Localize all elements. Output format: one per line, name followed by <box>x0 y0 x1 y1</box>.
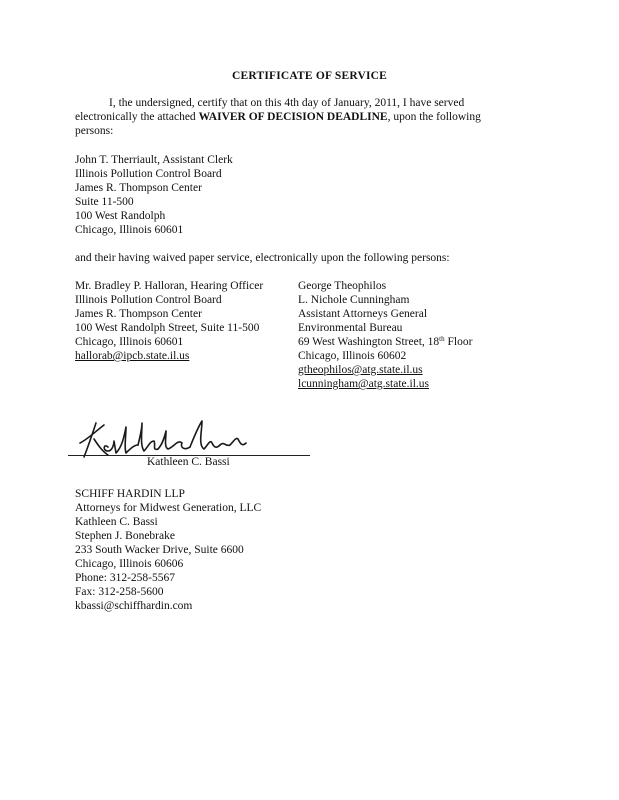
clerk-address-line: Illinois Pollution Control Board <box>75 168 222 180</box>
signer-name: Kathleen C. Bassi <box>147 456 230 468</box>
firm-line: 233 South Wacker Drive, Suite 6600 <box>75 544 244 556</box>
officer-address-line: Chicago, Illinois 60601 <box>75 336 184 348</box>
clerk-address-line: Chicago, Illinois 60601 <box>75 224 184 236</box>
ag-address-line: Environmental Bureau <box>298 322 403 334</box>
ag-email-link[interactable]: lcunningham@atg.state.il.us <box>298 378 429 390</box>
firm-line: Phone: 312-258-5567 <box>75 572 175 584</box>
ag-address-line: George Theophilos <box>298 280 387 292</box>
law-firm-block <box>75 487 261 613</box>
firm-email[interactable]: kbassi@schiffhardin.com <box>75 600 193 612</box>
clerk-address-line: James R. Thompson Center <box>75 182 202 194</box>
document-name: WAIVER OF DECISION DEADLINE <box>198 111 388 124</box>
firm-line: Kathleen C. Bassi <box>75 516 158 528</box>
officer-address-line: 100 West Randolph Street, Suite 11-500 <box>75 322 260 334</box>
clerk-address-line: Suite 11-500 <box>75 196 134 208</box>
firm-line: Chicago, Illinois 60606 <box>75 558 184 570</box>
document-title: CERTIFICATE OF SERVICE <box>231 70 388 82</box>
hearing-officer-address <box>75 279 263 363</box>
ag-city-line: Chicago, Illinois 60602 <box>298 350 407 362</box>
ag-street-suffix: Floor <box>444 336 473 348</box>
officer-address-line: Illinois Pollution Control Board <box>75 294 222 306</box>
ag-street-superscript: th <box>439 335 445 343</box>
firm-line: SCHIFF HARDIN LLP <box>75 488 185 500</box>
intro-text-2: , upon the following persons: <box>75 111 481 138</box>
firm-line: Stephen J. Bonebrake <box>75 530 175 542</box>
firm-line: Fax: 312-258-5600 <box>75 586 164 598</box>
officer-email-link[interactable]: hallorab@ipcb.state.il.us <box>75 350 190 362</box>
ag-street-line <box>298 335 472 349</box>
attorneys-general-address <box>298 279 472 391</box>
ag-address-line: Assistant Attorneys General <box>298 308 428 320</box>
officer-address-line: Mr. Bradley P. Halloran, Hearing Officer <box>75 280 264 292</box>
ag-address-line: L. Nichole Cunningham <box>298 294 410 306</box>
waived-service-text: and their having waived paper service, electronically upon the following persons: <box>75 252 450 264</box>
ag-street-prefix: 69 West Washington Street, 18 <box>298 336 440 348</box>
ag-email-link[interactable]: gtheophilos@atg.state.il.us <box>298 364 423 376</box>
clerk-address-line: John T. Therriault, Assistant Clerk <box>75 154 233 166</box>
clerk-address-line: 100 West Randolph <box>75 210 166 222</box>
intro-text-1: I, the undersigned, certify that on this 4th day of January, 2011, I have served electronically the attached <box>75 97 465 124</box>
clerk-address-block <box>75 153 233 237</box>
firm-line: Attorneys for Midwest Generation, LLC <box>75 502 262 514</box>
officer-address-line: James R. Thompson Center <box>75 308 202 320</box>
certification-paragraph <box>75 96 515 139</box>
